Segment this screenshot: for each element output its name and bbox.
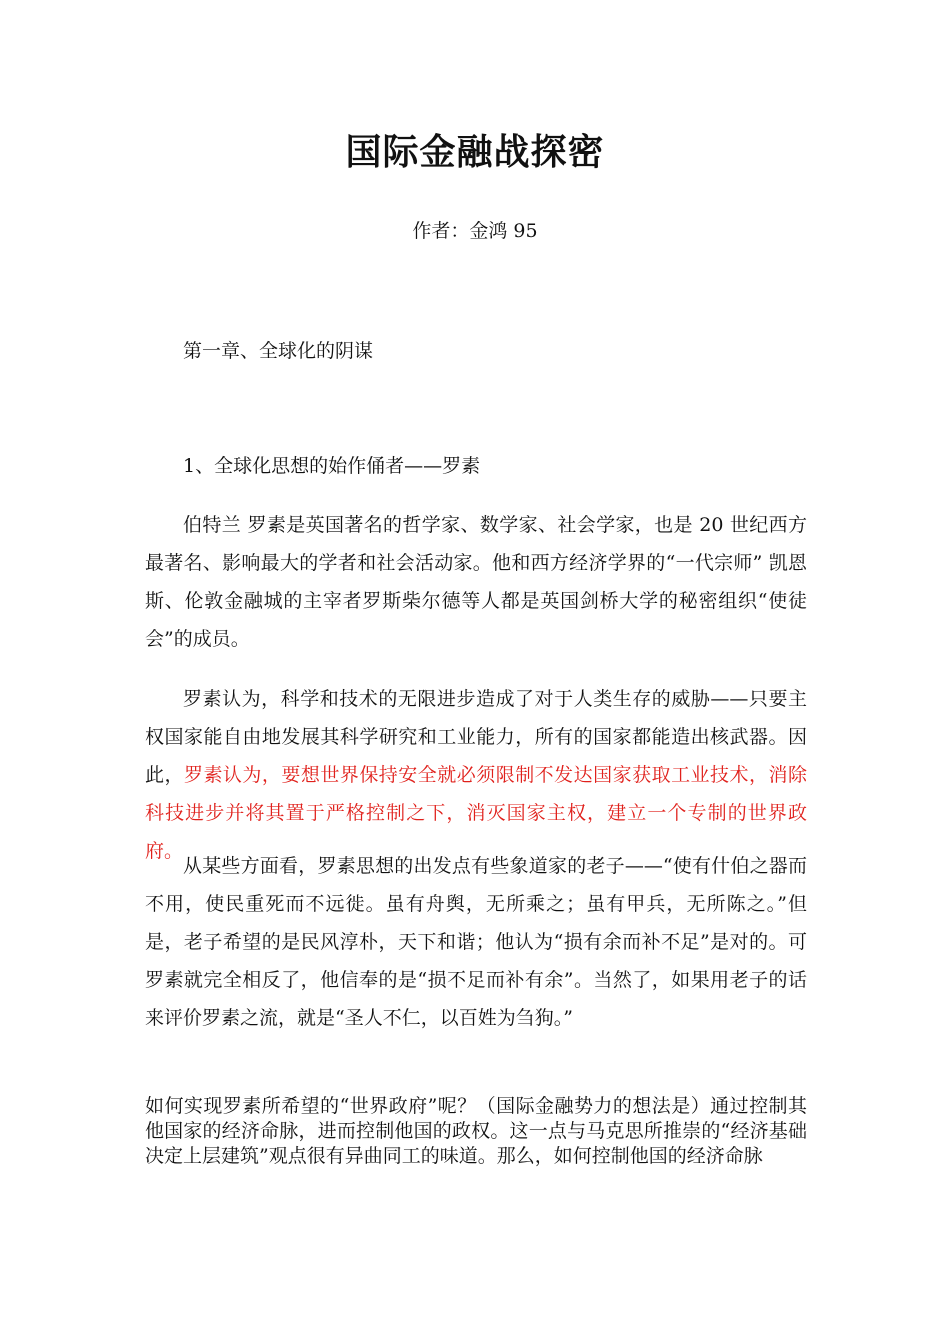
paragraph-text: 罗素认为，科学和技术的无限进步造成了对于人类生存的威胁——只要主权国家能自由地发展其科学研究和工业能力，所有的国家都能造出核武器。因此， bbox=[145, 688, 807, 786]
paragraph-world-government: 如何实现罗素所希望的“世界政府”呢？（国际金融势力的想法是）通过控制其他国家的经济命脉，进而控制他国的政权。这一点与马克思所推崇的“经济基础决定上层建筑”观点很有异曲同工的味道。那么，如何控制他国的经济命脉 bbox=[145, 1095, 807, 1167]
paragraph-laozi-comparison: 从某些方面看，罗素思想的出发点有些象道家的老子——“使有什伯之器而不用，使民重死而不远徙。虽有舟舆，无所乘之；虽有甲兵，无所陈之。”但是，老子希望的是民风淳朴，天下和谐；他认为“损有余而补不足”是对的。可罗素就完全相反了，他信奉的是“损不足而补有余”。当然了，如果用老子的话来评价罗素之流，就是“圣人不仁，以百姓为刍狗。” bbox=[145, 855, 807, 1029]
paragraph-russell-view bbox=[145, 680, 807, 870]
section-heading: 1、全球化思想的始作俑者——罗素 bbox=[183, 455, 481, 477]
author-line: 作者：金鸿 95 bbox=[412, 220, 538, 242]
document-title: 国际金融战探密 bbox=[345, 132, 605, 173]
paragraph-russell-intro: 伯特兰 罗素是英国著名的哲学家、数学家、社会学家，也是 20 世纪西方最著名、影响最大的学者和社会活动家。他和西方经济学界的“一代宗师” 凯恩斯、伦敦金融城的主宰者罗斯柴尔德等人都是英国剑桥大学的秘密组织“使徒会”的成员。 bbox=[145, 514, 807, 650]
chapter-heading: 第一章、全球化的阴谋 bbox=[183, 340, 374, 362]
highlighted-text: 罗素认为，要想世界保持安全就必须限制不发达国家获取工业技术，消除科技进步并将其置于严格控制之下，消灭国家主权，建立一个专制的世界政府。 bbox=[145, 764, 807, 862]
